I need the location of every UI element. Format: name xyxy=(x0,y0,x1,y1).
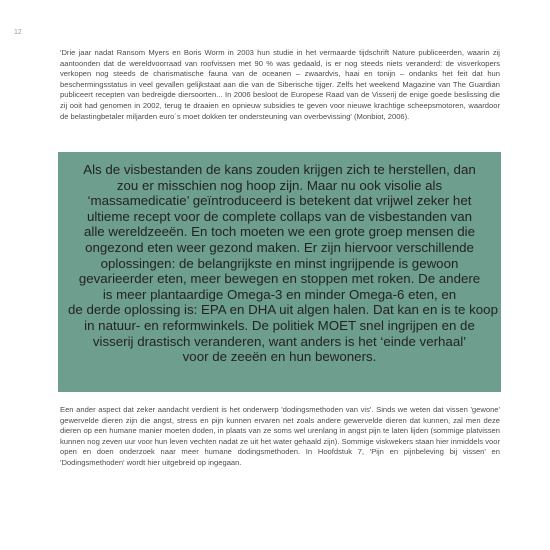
closing-paragraph: Een ander aspect dat zeker aandacht verdient is het onderwerp 'dodingsmethoden van vis'. Sinds we weten dat vissen 'gewone' gewervelde dieren zijn die angst, stress en pijn kunnen ervaren net zoals andere gewervelde dieren dat kunnen, zal men deze dieren op een humane manier moeten doden, in plaats van ze soms wel urenlang in angst pijn te laten lijden (sommige platvissen kunnen nog zeven uur voor hun leven vechten nadat ze uit het water gehaald zijn). Sommige viskwekers staan hier inmiddels voor open en doen onderzoek naar meer humane dodingsmethoden. In Hoofdstuk 7, 'Pijn en pijnbeleving bij vissen' en 'Dodingsmethoden' wordt hier uitgebreid op ingegaan. xyxy=(60,405,500,467)
quote-line: ‘massamedicatie’ geïntroduceerd is betekent dat vrijwel zeker het xyxy=(87,193,472,209)
quote-line: visserij drastisch veranderen, want anders is het ‘einde verhaal’ xyxy=(92,333,467,349)
quote-line: oplossingen: de belangrijkste en minst ingrijpende is gewoon xyxy=(100,255,459,271)
quote-line: gevarieerder eten, meer bewegen en stoppen met roken. De andere xyxy=(78,271,481,287)
quote-line: ultieme recept voor de complete collaps van de visbestanden van xyxy=(86,208,473,224)
page-number: 12 xyxy=(14,29,22,36)
quote-line: Als de visbestanden de kans zouden krijgen zich te herstellen, dan xyxy=(83,162,476,177)
highlighted-quote-box xyxy=(58,152,501,392)
quote-line: in natuur- en reformwinkels. De politiek MOET snel ingrijpen en de xyxy=(84,317,475,333)
quote-line: zou er misschien nog hoop zijn. Maar nu ook visolie als xyxy=(116,177,443,193)
quote-line: de derde oplossing is: EPA en DHA uit algen halen. Dat kan en is te koop xyxy=(68,302,498,318)
quote-line: alle wereldzeeën. En toch moeten we een grote groep mensen die xyxy=(83,224,476,240)
quote-line: ongezond eten weer gezond maken. Er zijn hiervoor verschillende xyxy=(85,239,474,255)
quote-line: voor de zeeën en hun bewoners. xyxy=(182,349,377,365)
quote-line: is meer plantaardige Omega-3 en minder Omega-6 eten, en xyxy=(102,286,457,302)
intro-paragraph: 'Drie jaar nadat Ransom Myers en Boris Worm in 2003 hun studie in het vermaarde tijdschrift Nature publiceerden, waarin zij aantoonden dat de wereldvoorraad van roofvissen met 90 % was gedaald, is er nog steeds niets veranderd: de visverkopers verkopen nog steeds de charismatische fauna van de oceanen – zwaardvis, haai en tonijn – ondanks het feit dat hun beschermingsstatus in veel gevallen gelijkstaat aan die van de Siberische tijger. Zelfs het weekend Magazine van The Guardian publiceert recepten van bedreigde diersoorten... In 2006 besloot de Europese Raad van de Visserij de enige goede beslissing die zij ooit had genomen in 2002, terug te draaien en opnieuw subsidies te geven voor nieuwe krachtige scheepsmotoren, waardoor de belastingbetaler miljarden euro´s moet dokken ter ondersteuning van overbevissing' (Monbiot, 2006). xyxy=(60,48,500,121)
